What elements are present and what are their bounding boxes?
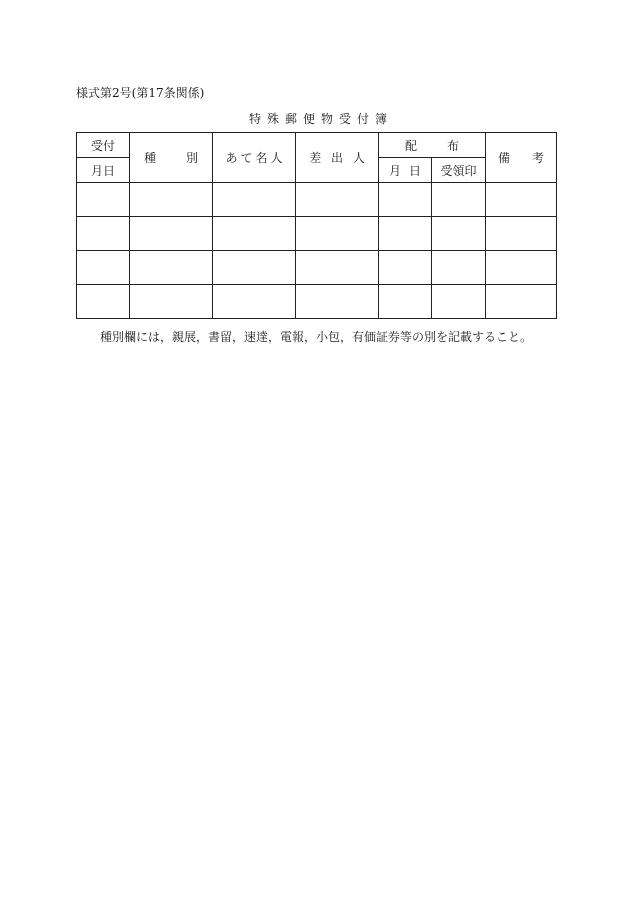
cell-addressee[interactable]	[213, 217, 296, 251]
header-received-char-1: 受	[91, 138, 104, 153]
table-row	[77, 251, 557, 285]
header-row-1	[77, 133, 557, 158]
header-sender-label: 差 出 人	[309, 151, 368, 165]
header-delivery-seal	[432, 158, 486, 183]
cell-addressee[interactable]	[213, 251, 296, 285]
cell-sender[interactable]	[296, 217, 379, 251]
cell-addressee[interactable]	[213, 183, 296, 217]
cell-remarks[interactable]	[486, 251, 557, 285]
header-received-top	[77, 133, 130, 158]
cell-delivery-seal[interactable]	[432, 217, 486, 251]
cell-type[interactable]	[130, 183, 213, 217]
header-delivery-date	[379, 158, 432, 183]
cell-remarks[interactable]	[486, 217, 557, 251]
cell-delivery-seal[interactable]	[432, 251, 486, 285]
cell-received-date[interactable]	[77, 183, 130, 217]
cell-remarks[interactable]	[486, 183, 557, 217]
header-type-char-1: 種	[144, 151, 157, 165]
header-delivery-seal-label: 受領印	[440, 163, 477, 178]
cell-sender[interactable]	[296, 251, 379, 285]
cell-addressee[interactable]	[213, 285, 296, 319]
cell-received-date[interactable]	[77, 285, 130, 319]
header-remarks-char-1: 備	[498, 151, 511, 165]
header-delivery	[379, 133, 486, 158]
cell-delivery-seal[interactable]	[432, 285, 486, 319]
header-delivery-char-2: 布	[447, 138, 460, 153]
table-row	[77, 217, 557, 251]
header-sender	[296, 133, 379, 183]
footnote: 種別欄には，親展，書留，速達，電報，小包，有価証券等の別を記載すること。	[100, 330, 533, 344]
table-row	[77, 285, 557, 319]
cell-type[interactable]	[130, 285, 213, 319]
receipt-ledger-table	[76, 132, 557, 319]
header-delivery-month: 月	[389, 163, 402, 178]
form-reference: 様式第2号(第17条関係)	[76, 86, 205, 100]
cell-sender[interactable]	[296, 183, 379, 217]
header-received-char-2: 付	[103, 138, 116, 153]
cell-type[interactable]	[130, 217, 213, 251]
cell-delivery-seal[interactable]	[432, 183, 486, 217]
header-delivery-day: 日	[409, 163, 422, 178]
header-remarks-char-2: 考	[532, 151, 545, 165]
table-row	[77, 183, 557, 217]
header-received-day: 日	[103, 163, 116, 178]
header-remarks	[486, 133, 557, 183]
cell-received-date[interactable]	[77, 251, 130, 285]
cell-remarks[interactable]	[486, 285, 557, 319]
cell-delivery-date[interactable]	[379, 183, 432, 217]
header-type-char-2: 別	[186, 151, 199, 165]
header-type	[130, 133, 213, 183]
header-received-bottom	[77, 158, 130, 183]
cell-delivery-date[interactable]	[379, 217, 432, 251]
cell-type[interactable]	[130, 251, 213, 285]
header-addressee	[213, 133, 296, 183]
cell-received-date[interactable]	[77, 217, 130, 251]
cell-sender[interactable]	[296, 285, 379, 319]
header-delivery-char-1: 配	[405, 138, 418, 153]
header-received-month: 月	[91, 163, 104, 178]
cell-delivery-date[interactable]	[379, 285, 432, 319]
header-addressee-label: あて名人	[225, 151, 286, 165]
cell-delivery-date[interactable]	[379, 251, 432, 285]
document-title: 特殊郵便物受付簿	[248, 112, 393, 126]
